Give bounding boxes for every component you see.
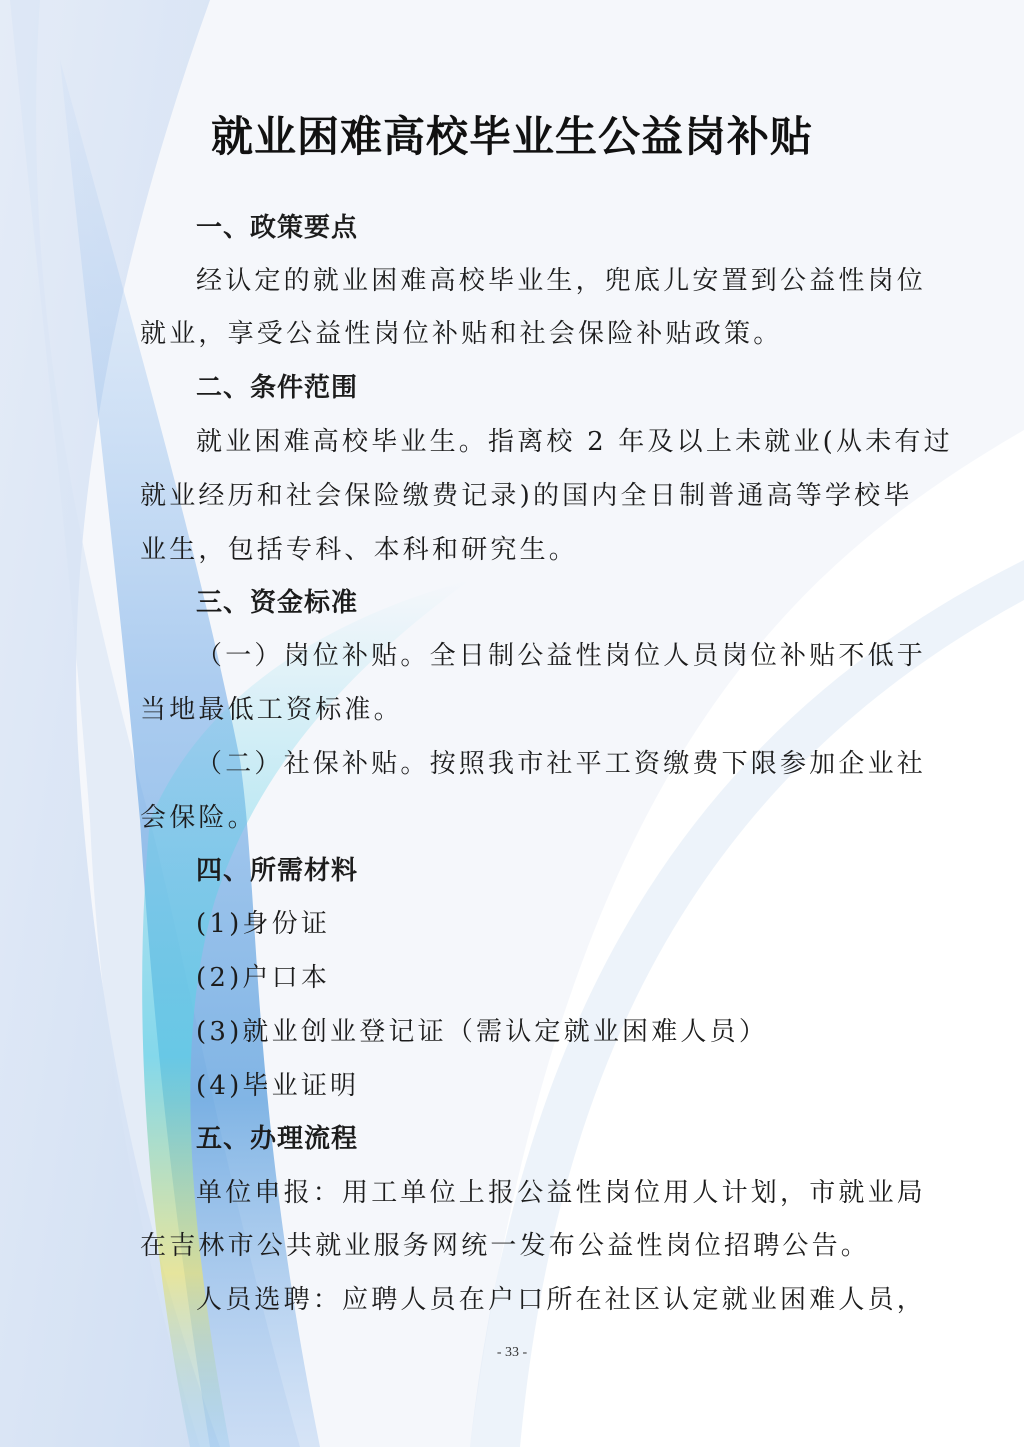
paragraph-line: （一）岗位补贴。全日制公益性岗位人员岗位补贴不低于 (196, 641, 927, 671)
list-item: (2)户口本 (196, 963, 331, 993)
paragraph-line: 就业困难高校毕业生。指离校 2 年及以上未就业(从未有过 (196, 427, 953, 457)
section-heading-materials: 四、所需材料 (196, 856, 359, 886)
section-heading-funding: 三、资金标准 (196, 588, 359, 618)
paragraph-line: 就业经历和社会保险缴费记录)的国内全日制普通高等学校毕 (140, 481, 913, 511)
paragraph-line: 人员选聘：应聘人员在户口所在社区认定就业困难人员， (196, 1285, 927, 1315)
paragraph-line: 经认定的就业困难高校毕业生，兜底儿安置到公益性岗位 (196, 266, 927, 296)
page-number: - 33 - (496, 1345, 528, 1360)
list-item: (1)身份证 (196, 909, 331, 939)
paragraph-line: 会保险。 (140, 803, 257, 833)
document-title: 就业困难高校毕业生公益岗补贴 (210, 112, 813, 161)
paragraph-line: （二）社保补贴。按照我市社平工资缴费下限参加企业社 (196, 749, 927, 779)
paragraph-line: 当地最低工资标准。 (140, 695, 403, 725)
section-heading-process: 五、办理流程 (196, 1124, 359, 1154)
paragraph-line: 就业，享受公益性岗位补贴和社会保险补贴政策。 (140, 319, 783, 349)
list-item: (4)毕业证明 (196, 1071, 360, 1101)
section-heading-conditions: 二、条件范围 (196, 373, 359, 403)
paragraph-line: 在吉林市公共就业服务网统一发布公益性岗位招聘公告。 (140, 1231, 871, 1261)
paragraph-line: 单位申报：用工单位上报公益性岗位用人计划，市就业局 (196, 1178, 927, 1208)
paragraph-line: 业生，包括专科、本科和研究生。 (140, 535, 579, 565)
list-item: (3)就业创业登记证（需认定就业困难人员） (196, 1017, 769, 1047)
section-heading-policy: 一、政策要点 (196, 213, 359, 243)
